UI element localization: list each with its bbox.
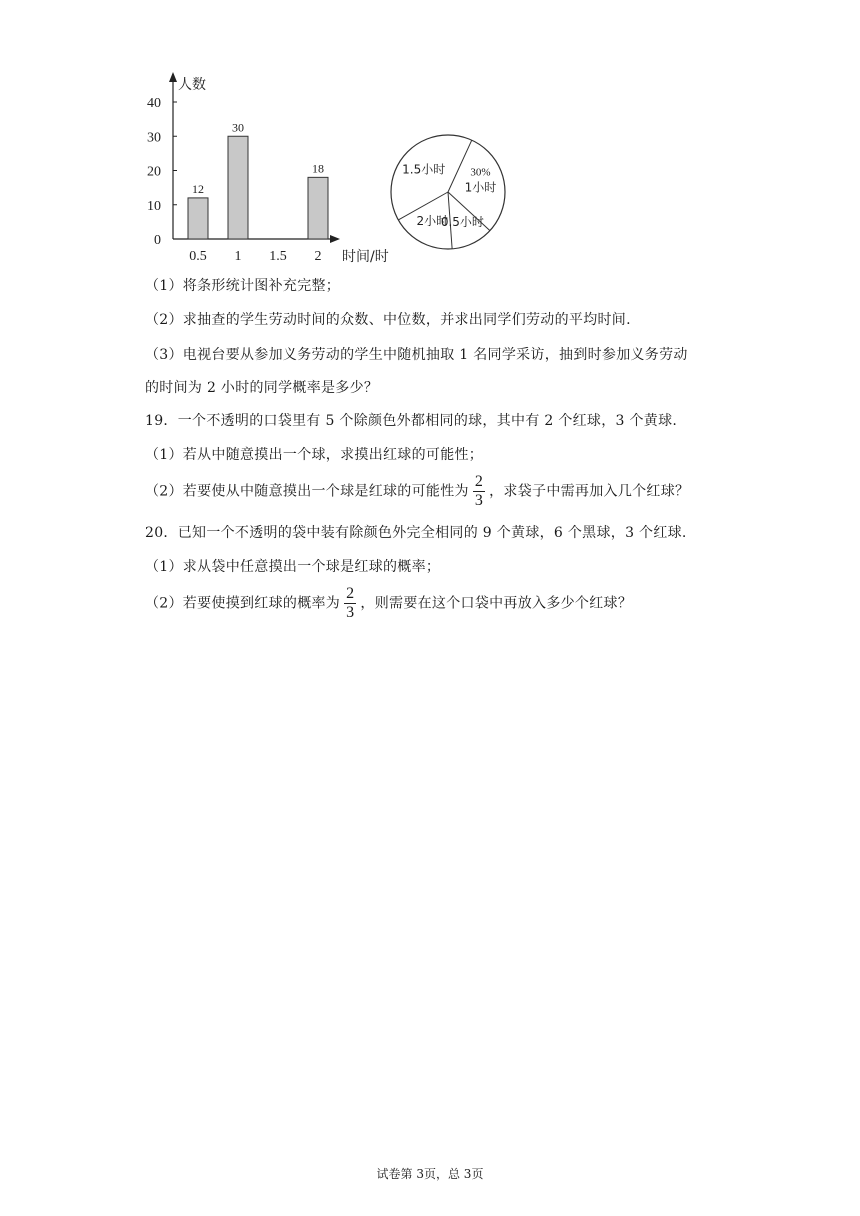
pie-slice-label: 2小时 (416, 214, 449, 229)
y-tick-label: 40 (147, 96, 161, 111)
fraction-numerator: 2 (474, 473, 484, 490)
page-footer: 试卷第 3页，总 3页 (376, 1167, 484, 1181)
y-tick-label: 10 (147, 198, 161, 214)
pie-slice-label: 0.5小时 (440, 214, 484, 229)
pie-slice-label: 1.5小时 (402, 162, 446, 177)
q18-part3-line2: 的时间为 2 小时的同学概率是多少？ (145, 380, 379, 396)
q20-part1: （1）求从袋中任意摸出一个球是红球的概率； (145, 559, 441, 575)
x-axis-title: 时间/时 (342, 249, 389, 265)
q20-part2-text-a: （2）若要使摸到红球的概率为 (145, 595, 341, 612)
q19-part1: （1）若从中随意摸出一个球，求摸出红球的可能性； (145, 447, 484, 463)
x-tick-label: 1.5 (269, 249, 287, 264)
q19-part2-text-a: （2）若要使从中随意摸出一个球是红球的可能性为 (145, 483, 469, 500)
fraction-numerator: 2 (346, 585, 355, 602)
fraction-two-thirds (344, 585, 356, 622)
bar (188, 198, 208, 239)
q20-part2 (145, 585, 632, 622)
y-tick-label: 20 (147, 164, 161, 180)
fraction-denominator: 3 (346, 604, 355, 621)
q18-part3-line1: （3）电视台要从参加义务劳动的学生中随机抽取 1 名同学采访，抽到时参加义务劳动 (145, 347, 688, 363)
bar (228, 136, 248, 239)
q19-part2 (145, 473, 689, 510)
x-tick-label: 0.5 (189, 249, 207, 264)
pie-slice-label: 1小时 (464, 180, 497, 195)
q18-part2: （2）求抽查的学生劳动时间的众数、中位数，并求出同学们劳动的平均时间. (145, 312, 631, 328)
fraction-denominator: 3 (474, 492, 484, 509)
bar-data-label: 30 (232, 120, 244, 135)
bar-data-label: 12 (192, 181, 204, 196)
fraction-two-thirds (473, 473, 485, 510)
pie-chart (390, 132, 520, 262)
x-axis-arrow (330, 235, 340, 243)
bar-chart (140, 62, 389, 272)
q19-stem: 19．一个不透明的口袋里有 5 个除颜色外都相同的球，其中有 2 个红球，3 个黄球. (145, 413, 678, 429)
y-tick-label: 30 (147, 130, 161, 146)
x-tick-label: 1 (234, 249, 242, 264)
y-tick-label: 0 (154, 233, 161, 248)
bar (308, 177, 328, 239)
x-tick-label: 2 (314, 249, 322, 264)
y-axis-title: 人数 (178, 77, 206, 93)
bar-data-label: 18 (312, 161, 324, 176)
pie-percent-label: 30% (470, 166, 491, 179)
q20-stem: 20．已知一个不透明的袋中装有除颜色外完全相同的 9 个黄球，6 个黑球，3 个红球. (145, 525, 687, 541)
q19-part2-text-b: ，求袋子中需再加入几个红球？ (489, 483, 690, 500)
statistics-figure (140, 62, 520, 272)
q20-part2-text-b: ，则需要在这个口袋中再放入多少个红球？ (360, 595, 633, 612)
q18-part1: （1）将条形统计图补充完整； (145, 278, 341, 294)
y-axis-arrow (169, 72, 177, 82)
